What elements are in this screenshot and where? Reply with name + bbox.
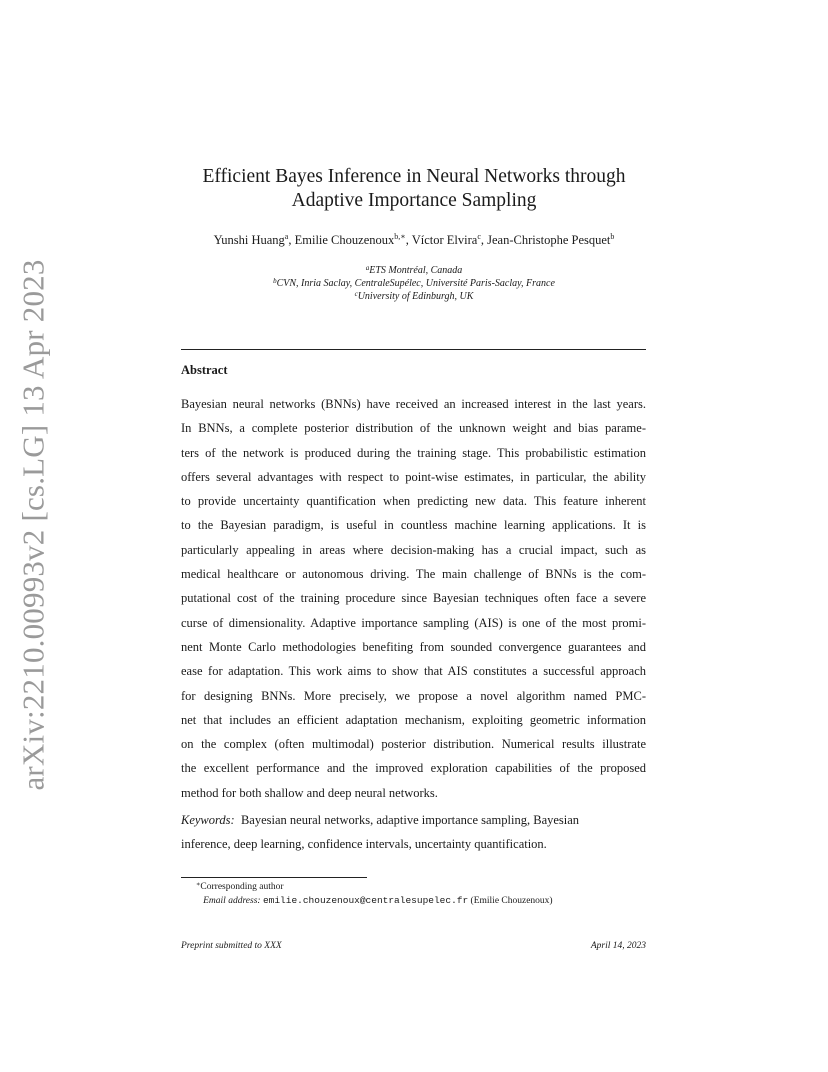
author-list: Yunshi Huang$^a$, Emilie Chouzenoux$^{b,∗}$, Víctor Elvira$^c$, Jean-Christophe Pesquet$^b$ xyxy=(213,232,615,247)
keywords xyxy=(181,808,646,857)
author-name: Yunshi Huang xyxy=(213,233,285,247)
abstract-line: putational cost of the training procedure since Bayesian techniques often face a severe xyxy=(181,591,646,606)
email-link[interactable]: emilie.chouzenoux@centralesupelec.fr xyxy=(262,895,469,906)
affiliation xyxy=(150,277,678,290)
paper-title xyxy=(150,165,678,213)
abstract-heading: Abstract xyxy=(181,363,228,377)
affiliation-marker: a xyxy=(365,264,370,272)
keywords-text: Bayesian neural networks, adaptive importance sampling, Bayesian xyxy=(240,813,580,827)
title-line-1: Efficient Bayes Inference in Neural Networks through xyxy=(202,166,626,187)
author-affil-marker: a xyxy=(284,232,289,241)
page-footer xyxy=(181,941,646,951)
footnote-marker: ∗ xyxy=(196,881,201,888)
author-name: Jean-Christophe Pesquet xyxy=(487,233,611,247)
footer-preprint: Preprint submitted to XXX xyxy=(181,941,282,951)
affiliation-list xyxy=(150,264,678,303)
affiliation-text: ETS Montréal, Canada xyxy=(369,265,463,276)
footnote-email-line xyxy=(196,894,553,908)
abstract-line: on the complex (often multimodal) posterior distribution. Numerical results illustrate xyxy=(181,737,646,752)
abstract-line: net that includes an efficient adaptation mechanism, exploiting geometric information xyxy=(181,712,646,727)
affiliation-text: CVN, Inria Saclay, CentraleSupélec, Université Paris-Saclay, France xyxy=(276,278,555,289)
abstract-body xyxy=(181,392,646,805)
abstract-line: for designing BNNs. More precisely, we propose a novel algorithm named PMC- xyxy=(181,688,646,703)
affiliation xyxy=(150,264,678,277)
abstract-divider xyxy=(181,349,646,350)
footnote xyxy=(196,881,553,908)
abstract-line: the excellent performance and the improved exploration capabilities of the proposed xyxy=(181,761,646,776)
footnote-divider xyxy=(181,877,367,878)
footer-date: April 14, 2023 xyxy=(590,941,646,951)
author-name: Emilie Chouzenoux xyxy=(294,233,395,247)
corresponding-author-label: Corresponding author xyxy=(200,882,284,892)
abstract-line: to the Bayesian paradigm, is useful in countless machine learning applications. It is xyxy=(181,518,646,533)
keywords-label: Keywords: xyxy=(181,813,235,827)
abstract-line: to provide uncertainty quantification when predicting new data. This feature inherent xyxy=(181,494,646,509)
abstract-line: Bayesian neural networks (BNNs) have received an increased interest in the last years. xyxy=(181,397,646,411)
abstract-line: nent Monte Carlo methodologies benefiting from sounded convergence guarantees and xyxy=(181,639,646,654)
email-owner: (Emilie Chouzenoux) xyxy=(470,896,553,906)
title-line-2: Adaptive Importance Sampling xyxy=(291,190,537,211)
affiliation-marker: b xyxy=(273,277,277,285)
affiliation-marker: c xyxy=(354,290,358,298)
abstract-line: offers several advantages with respect to point-wise estimates, in particular, the ability xyxy=(181,469,646,484)
affiliation-text: University of Edinburgh, UK xyxy=(357,291,474,302)
abstract-line: ters of the network is produced during the training stage. This probabilistic estimation xyxy=(181,445,646,460)
affiliation xyxy=(150,290,678,303)
arxiv-identifier xyxy=(4,259,64,791)
abstract-line: ease for adaptation. This work aims to show that AIS constitutes a successful approach xyxy=(181,664,646,679)
arxiv-identifier-text: arXiv:2210.00993v2 [cs.LG] 13 Apr 2023 xyxy=(16,259,51,791)
author-affil-marker: b,∗ xyxy=(394,232,406,241)
keywords-line: inference, deep learning, confidence intervals, uncertainty quantification. xyxy=(181,837,547,852)
author-affil-marker: c xyxy=(477,232,481,241)
email-label: Email address: xyxy=(203,896,261,906)
abstract-line: method for both shallow and deep neural networks. xyxy=(181,785,438,800)
author-affil-marker: b xyxy=(610,232,615,241)
abstract-line: particularly appealing in areas where decision-making has a crucial impact, such as xyxy=(181,542,646,557)
author-name: Víctor Elvira xyxy=(411,233,478,247)
keywords-line xyxy=(181,808,646,832)
abstract-line: In BNNs, a complete posterior distribution of the unknown weight and bias parame- xyxy=(181,421,646,436)
abstract-line: curse of dimensionality. Adaptive importance sampling (AIS) is one of the most promi- xyxy=(181,615,646,630)
abstract-line: medical healthcare or autonomous driving. The main challenge of BNNs is the com- xyxy=(181,567,646,582)
footnote-corresponding xyxy=(196,881,553,894)
